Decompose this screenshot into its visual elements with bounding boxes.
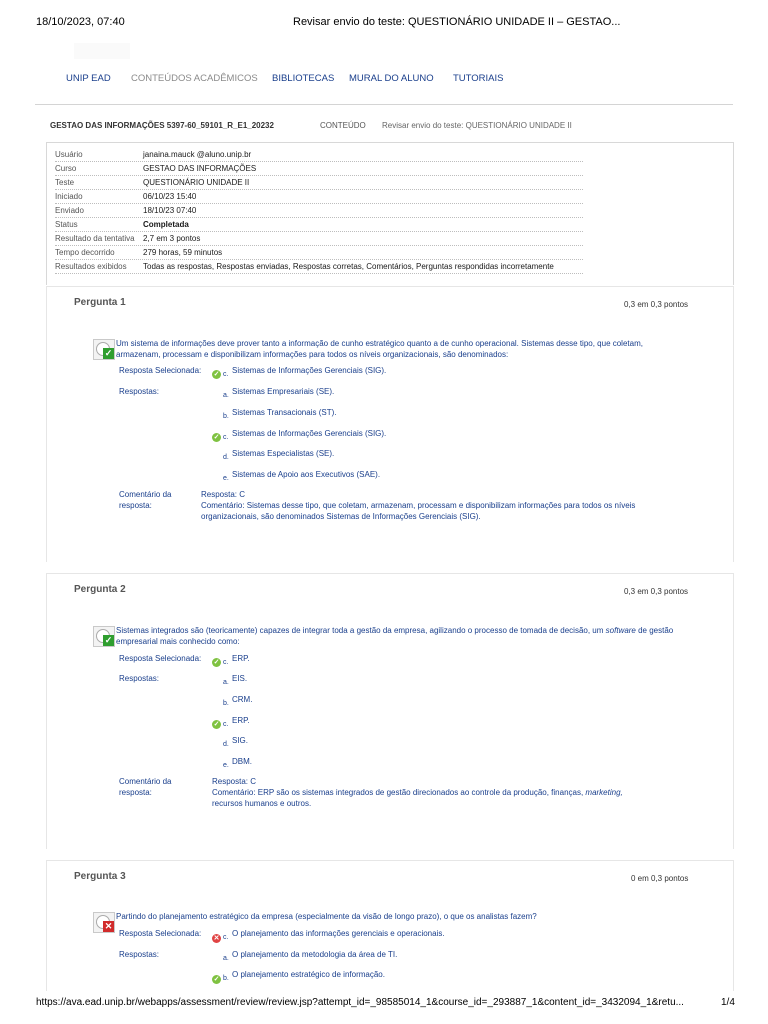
nav-unip-ead[interactable]: UNIP EAD: [66, 73, 111, 84]
option-text: Sistemas de Informações Gerenciais (SIG).: [232, 366, 387, 375]
answers-label: Respostas:: [119, 674, 160, 683]
question-2-status-icon: [93, 626, 115, 647]
correct-check-icon: ✓: [213, 659, 220, 666]
option-text: Sistemas de Apoio aos Executivos (SAE).: [232, 470, 381, 479]
check-icon: ✓: [104, 635, 113, 645]
answer-option-b: [223, 970, 385, 982]
comment-text-italic: marketing,: [585, 788, 623, 797]
info-row-resultados-exibidos: [55, 260, 583, 274]
info-value: Completada: [143, 220, 189, 229]
info-value: QUESTIONÁRIO UNIDADE II: [143, 178, 250, 187]
option-text: O planejamento estratégico de informação.: [232, 970, 385, 979]
question-text-italic: software: [605, 626, 636, 635]
comment-answer: Resposta: C: [201, 490, 246, 499]
info-row-usuario: [55, 148, 583, 162]
correct-check-icon: ✓: [213, 976, 220, 983]
info-value: janaina.mauck @aluno.unip.br: [143, 150, 252, 159]
option-letter: c.: [223, 659, 229, 666]
answer-option-e: [223, 470, 381, 482]
info-value: 06/10/23 15:40: [143, 192, 197, 201]
info-value: GESTAO DAS INFORMAÇÕES: [143, 164, 257, 173]
option-letter: e.: [223, 762, 229, 769]
x-icon: ✕: [104, 921, 113, 931]
comment-answer: Resposta: C: [212, 777, 257, 786]
nav-mural-do-aluno[interactable]: MURAL DO ALUNO: [349, 73, 434, 84]
answer-option-b: [223, 408, 337, 420]
selected-answer-label: Resposta Selecionada:: [119, 654, 202, 663]
option-text: SIG.: [232, 736, 249, 745]
option-letter: b.: [223, 413, 229, 420]
option-text: ERP.: [232, 654, 250, 663]
question-2-score: 0,3 em 0,3 pontos: [624, 587, 689, 596]
option-letter: c.: [223, 434, 229, 441]
question-3-text: Partindo do planejamento estratégico da empresa (especialmente da visão de longo prazo), o que os analistas fazem?: [116, 912, 537, 921]
option-text: Sistemas Empresariais (SE).: [232, 387, 335, 396]
comment-label-line2: resposta:: [119, 501, 152, 510]
correct-check-icon: ✓: [213, 371, 220, 378]
info-row-enviado: [55, 204, 583, 218]
info-row-iniciado: [55, 190, 583, 204]
comment-label-line1: Comentário da: [119, 777, 172, 786]
question-1-score: 0,3 em 0,3 pontos: [624, 300, 689, 309]
option-letter: b.: [223, 975, 229, 982]
info-row-tempo: [55, 246, 583, 260]
question-3-title: Pergunta 3: [74, 871, 126, 882]
option-text: DBM.: [232, 757, 252, 766]
option-letter: d.: [223, 741, 229, 748]
question-3-status-icon: [93, 912, 115, 933]
selected-answer: [223, 654, 250, 666]
info-value: 279 horas, 59 minutos: [143, 248, 223, 257]
answer-option-a: [223, 950, 398, 962]
option-letter: a.: [223, 955, 229, 962]
option-letter: c.: [223, 721, 229, 728]
option-letter: d.: [223, 454, 229, 461]
answer-option-d: [223, 449, 335, 461]
question-1-title: Pergunta 1: [74, 297, 126, 308]
print-title: Revisar envio do teste: QUESTIONÁRIO UNIDADE II – GESTAO...: [293, 16, 621, 28]
comment-text: Comentário: ERP são os sistemas integrados de gestão direcionados ao controle da produção, finanças,: [212, 788, 586, 797]
answer-option-c: [223, 716, 250, 728]
breadcrumb-course[interactable]: GESTAO DAS INFORMAÇÕES 5397-60_59101_R_E1_20232: [50, 121, 274, 130]
info-label: Tempo decorrido: [55, 248, 115, 257]
correct-check-icon: ✓: [213, 434, 220, 441]
info-row-teste: [55, 176, 583, 190]
selected-answer-label: Resposta Selecionada:: [119, 366, 202, 375]
nav-tutoriais[interactable]: TUTORIAIS: [453, 73, 504, 84]
logo: [74, 43, 130, 59]
option-text: Sistemas Especialistas (SE).: [232, 449, 335, 458]
question-2-text: [116, 625, 676, 647]
comment-label: [119, 776, 171, 798]
answer-option-a: [223, 387, 335, 399]
option-letter: c.: [223, 371, 229, 378]
option-text: Sistemas Transacionais (ST).: [232, 408, 337, 417]
selected-answer: [223, 366, 387, 378]
question-2-comment: [212, 776, 667, 809]
correct-check-icon: ✓: [213, 721, 220, 728]
info-label: Teste: [55, 178, 75, 187]
question-1-comment: [201, 489, 671, 522]
question-3-score: 0 em 0,3 pontos: [631, 874, 689, 883]
incorrect-x-icon: ✕: [213, 935, 220, 942]
option-text: ERP.: [232, 716, 250, 725]
breadcrumb-page: Revisar envio do teste: QUESTIONÁRIO UNIDADE II: [382, 121, 572, 130]
info-value: 2,7 em 3 pontos: [143, 234, 201, 243]
info-label: Iniciado: [55, 192, 83, 201]
info-label: Curso: [55, 164, 77, 173]
answer-option-e: [223, 757, 252, 769]
info-label: Enviado: [55, 206, 84, 215]
answer-option-a: [223, 674, 248, 686]
info-row-resultado: [55, 232, 583, 246]
breadcrumb-section[interactable]: CONTEÚDO: [320, 121, 366, 130]
option-text: O planejamento da metodologia da área de TI.: [232, 950, 398, 959]
option-text: Sistemas de Informações Gerenciais (SIG).: [232, 429, 387, 438]
info-label: Usuário: [55, 150, 83, 159]
question-1-text: Um sistema de informações deve prover tanto a informação de cunho estratégico quanto a de cunho operacional. Sistemas desse tipo, que coletam, armazenam, processam e disponibilizam informações para todos os níveis organizacionais, são denominados:: [116, 339, 643, 359]
selected-answer-label: Resposta Selecionada:: [119, 929, 202, 938]
selected-answer: [223, 929, 445, 941]
answer-option-b: [223, 695, 253, 707]
info-label: Resultados exibidos: [55, 262, 127, 271]
option-letter: a.: [223, 392, 229, 399]
comment-text: recursos humanos e outros.: [212, 799, 312, 808]
comment-label: [119, 489, 171, 511]
print-datetime: 18/10/2023, 07:40: [36, 16, 125, 28]
print-page-number: 1/4: [721, 997, 735, 1008]
comment-text: Comentário: Sistemas desse tipo, que coletam, armazenam, processam e disponibilizam informações para todos os níveis organizacionais, são denominados Sistemas de Informações Gerenciais (SIG).: [201, 501, 636, 521]
option-text: EIS.: [232, 674, 248, 683]
option-text: CRM.: [232, 695, 253, 704]
nav-divider: [35, 104, 733, 105]
comment-label-line1: Comentário da: [119, 490, 172, 499]
answer-option-c: [223, 429, 387, 441]
option-text: O planejamento das informações gerenciais e operacionais.: [232, 929, 445, 938]
option-letter: e.: [223, 475, 229, 482]
info-row-curso: [55, 162, 583, 176]
question-2-title: Pergunta 2: [74, 584, 126, 595]
answers-label: Respostas:: [119, 387, 160, 396]
check-icon: ✓: [104, 348, 113, 358]
print-footer-url: https://ava.ead.unip.br/webapps/assessment/review/review.jsp?attempt_id=_98585014_1&course_id=_293887_1&content_id=_3432094_1&retu...: [36, 997, 684, 1008]
option-letter: a.: [223, 679, 229, 686]
info-label: Resultado da tentativa: [55, 234, 135, 243]
comment-label-line2: resposta:: [119, 788, 152, 797]
info-value: 18/10/23 07:40: [143, 206, 197, 215]
question-text-part: de gestão empresarial mais conhecido como:: [116, 626, 674, 646]
question-1-status-icon: [93, 339, 115, 360]
info-label: Status: [55, 220, 78, 229]
nav-conteudos-academicos[interactable]: CONTEÚDOS ACADÊMICOS: [131, 73, 258, 84]
option-letter: b.: [223, 700, 229, 707]
info-row-status: [55, 218, 583, 232]
nav-bibliotecas[interactable]: BIBLIOTECAS: [272, 73, 335, 84]
option-letter: c.: [223, 934, 229, 941]
answers-label: Respostas:: [119, 950, 160, 959]
answer-option-d: [223, 736, 249, 748]
info-value: Todas as respostas, Respostas enviadas, Respostas corretas, Comentários, Perguntas respondidas incorretamente: [143, 262, 554, 271]
question-text-part: Sistemas integrados são (teoricamente) capazes de integrar toda a gestão da empresa, agilizando o processo de tomada de decisão, um: [116, 626, 604, 635]
